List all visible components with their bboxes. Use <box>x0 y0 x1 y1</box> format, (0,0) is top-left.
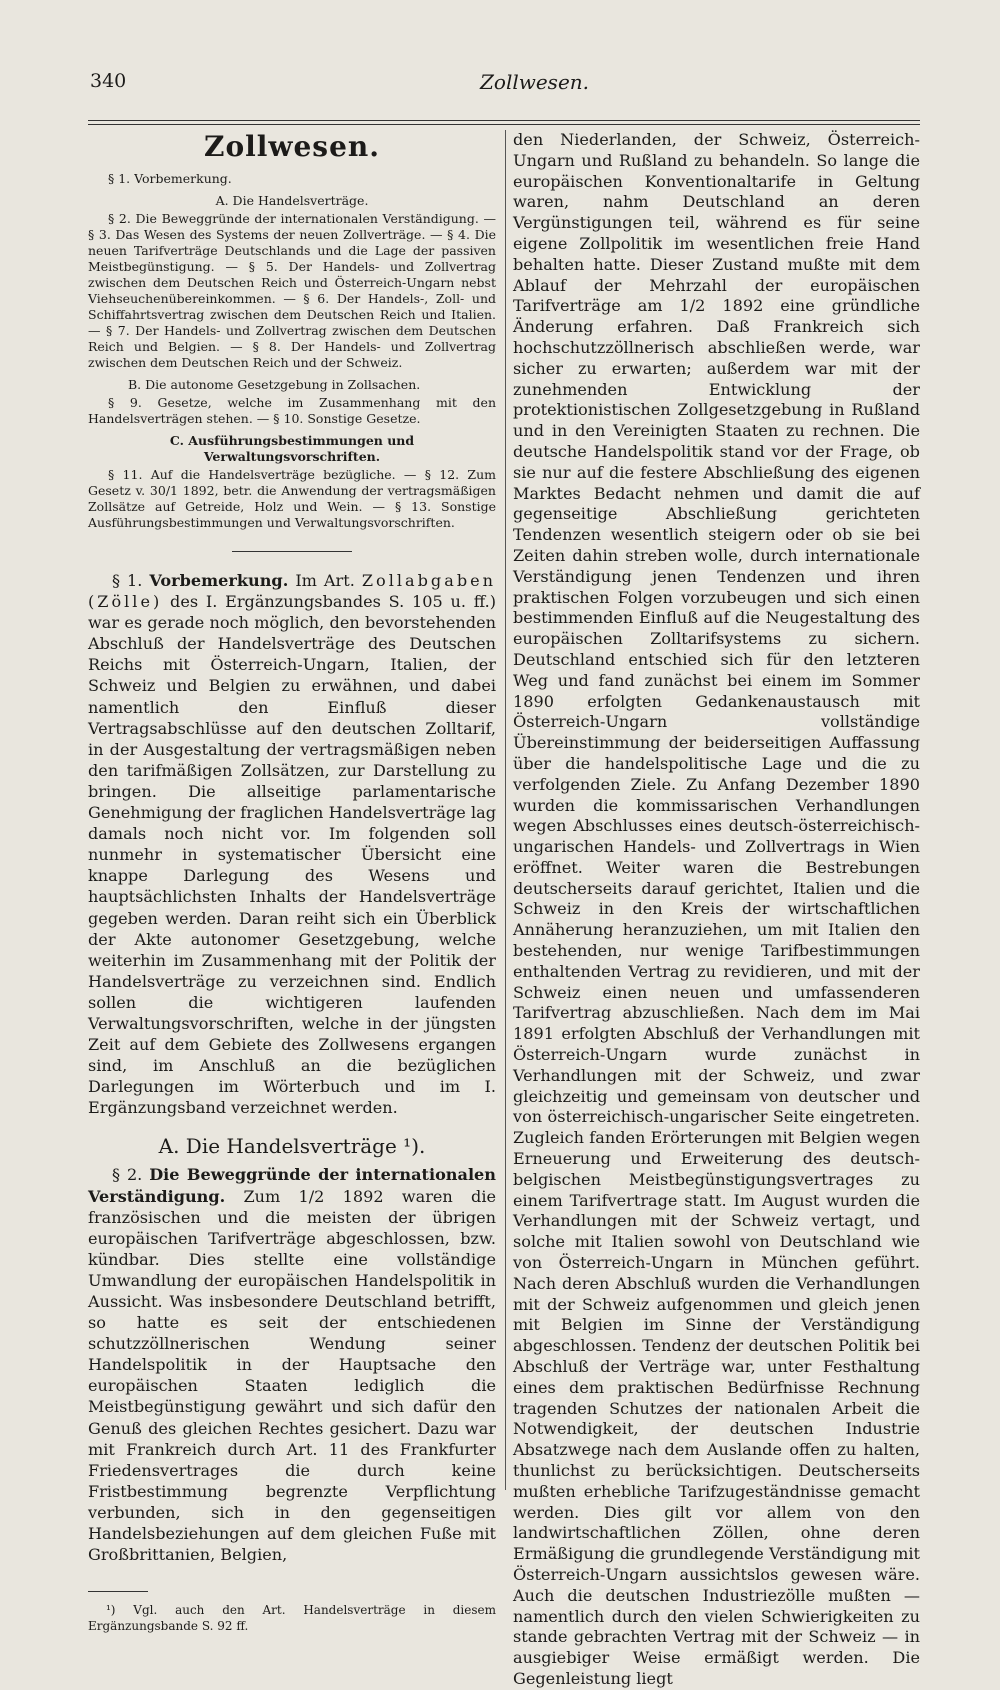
toc-s1: § 1. Vorbemerkung. <box>108 171 232 186</box>
right-column-body <box>513 130 920 1690</box>
left-column <box>88 130 496 1634</box>
right-column <box>513 130 920 1690</box>
footnote <box>88 1602 496 1634</box>
toc-section-c: C. Ausführungsbestimmungen und Verwaltungsvorschriften. <box>169 433 415 464</box>
section-1-keyword: Zollabgaben (Zölle) <box>88 571 497 612</box>
section-2 <box>88 1164 496 1565</box>
section-2-heading: Die Beweggründe der internationalen Verständigung. <box>88 1165 496 1206</box>
toc-a-items: § 2. Die Beweggründe der internationalen Verständigung. — § 3. Das Wesen des Systems der neuen Zollverträge. — § 4. Die neuen Tarifverträge Deutschlands und die Lage der passiven Meistbegünstigung. — § 5. Der Handels- und Zollvertrag zwischen dem Deutschen Reich und Österreich-Ungarn nebst Viehseuchenübereinkommen. — § 6. Der Handels-, Zoll- und Schiffahrtsvertrag zwischen dem Deutschen Reich und Italien. — § 7. Der Handels- und Zollvertrag zwischen dem Deutschen Reich und Belgien. — § 8. Der Handels- und Zollvertrag zwischen dem Deutschen Reich und der Schweiz. <box>88 211 496 370</box>
section-1-text: des I. Ergänzungsbandes S. 105 u. ff.) war es gerade noch möglich, den bevorstehenden Abschluß der Handelsverträge des Deutschen Reichs mit Österreich-Ungarn, Italien, der Schweiz und Belgien zu erwähnen, und dabei namentlich den Einfluß dieser Vertragsabschlüsse auf den deutschen Zolltarif, in der Ausgestaltung der vertragsmäßigen neben den tarifmäßigen Zollsätzen, zur Darstellung zu bringen. Die allseitige parlamentarische Genehmigung der fraglichen Handelsverträge lag damals noch nicht vor. Im folgenden soll nunmehr in systematischer Übersicht eine knappe Darlegung des Wesens und hauptsächlichsten Inhalts der Handelsverträge gegeben werden. Daran reiht sich ein Überblick der Akte autonomer Gesetzgebung, welche weiterhin im Zusammenhang mit der Politik der Handelsverträge zu verzeichnen sind. Endlich sollen die wichtigeren laufenden Verwaltungsvorschriften, welche in der jüngsten Zeit auf dem Gebiete des Zollwesens ergangen sind, im Anschluß an die bezüglichen Darlegungen im Wörterbuch und im I. Ergänzungsband verzeichnet werden. <box>88 592 496 1118</box>
footnote-rule <box>88 1591 148 1592</box>
section-1-heading: Vorbemerkung. <box>149 571 289 590</box>
running-title: Zollwesen. <box>480 70 590 94</box>
toc-b-items: § 9. Gesetze, welche im Zusammenhang mit den Handelsverträgen stehen. — § 10. Sonstige Gesetze. <box>88 395 496 426</box>
section-2-text: Zum 1/2 1892 waren die französischen und die meisten der übrigen europäischen Tarifverträge abgeschlossen, bzw. kündbar. Dies stellte eine vollständige Umwandlung der europäischen Handelspolitik in Aussicht. Was insbesondere Deutschland betrifft, so hatte es seit der entschiedenen schutzzöllnerischen Wendung seiner Handelspolitik in der Hauptsache den europäischen Staaten lediglich die Meistbegünstigung gewährt und sich dafür den Genuß des gleichen Rechtes gesichert. Dazu war mit Frankreich durch Art. 11 des Frankfurter Friedensvertrages die durch keine Fristbestimmung begrenzte Verpflichtung verbunden, sich in den gegenseitigen Handelsbeziehungen auf dem gleichen Fuße mit Großbrittanien, Belgien, <box>88 1186 496 1565</box>
footnote-text: ¹) Vgl. auch den Art. Handelsverträge in diesem Ergänzungsbande S. 92 ff. <box>88 1603 496 1634</box>
section-1-pre: Im Art. <box>295 571 355 590</box>
section-separator <box>232 551 352 552</box>
section-2-number: § 2. <box>112 1165 143 1185</box>
section-2-paragraph <box>88 1164 496 1565</box>
toc-c-items: § 11. Auf die Handelsverträge bezügliche. — § 12. Zum Gesetz v. 30/1 1892, betr. die Anwendung der vertragsmäßigen Zollsätze auf Getreide, Holz und Wein. — § 13. Sonstige Ausführungsbestimmungen und Verwaltungsvorschriften. <box>88 467 496 530</box>
section-1-number: § 1. <box>112 571 143 590</box>
table-of-contents <box>88 171 496 531</box>
toc-section-a: A. Die Handelsverträge. <box>215 193 369 208</box>
page-number: 340 <box>90 70 127 92</box>
header-rule-2 <box>88 124 920 125</box>
page-header <box>90 68 918 102</box>
column-divider <box>505 130 506 1490</box>
header-rule <box>88 120 920 121</box>
right-column-text: den Niederlanden, der Schweiz, Österreich-Ungarn und Rußland zu behandeln. So lange die europäischen Konventionaltarife in Geltung waren, nahm Deutschland an deren Vergünstigungen teil, während es für seine eigene Zollpolitik im wesentlichen freie Hand behalten hatte. Dieser Zustand mußte mit dem Ablauf der Mehrzahl der europäischen Tarifverträge am 1/2 1892 eine gründliche Änderung erfahren. Daß Frankreich sich hochschutzzöllnerisch abschließen werde, war sicher zu erwarten; außerdem war mit der zunehmenden Entwicklung der protektionistischen Zollgesetzgebung in Rußland und in den Vereinigten Staaten zu rechnen. Die deutsche Handelspolitik stand vor der Frage, ob sie nur auf die festere Abschließung des eigenen Marktes Bedacht nehmen und damit die auf gegenseitige Abschließung gerichteten Tendenzen wesentlich steigern oder ob sie bei Zeiten dahin streben wolle, durch internationale Verständigung jenen Tendenzen und ihren praktischen Folgen vorzubeugen und sich einen bestimmenden Einfluß auf die Neugestaltung des europäischen Zolltarifsystems zu sichern. Deutschland entschied sich für den letzteren Weg und fand zunächst bei einem im Sommer 1890 erfolgten Gedankenaustausch mit Österreich-Ungarn vollständige Übereinstimmung der beiderseitigen Auffassung über die handelspolitische Lage und die zu verfolgenden Ziele. Zu Anfang Dezember 1890 wurden die kommissarischen Verhandlungen wegen Abschlusses eines deutsch-österreichisch-ungarischen Handels- und Zollvertrags in Wien eröffnet. Weiter waren die Bestrebungen deutscherseits darauf gerichtet, Italien und die Schweiz in den Kreis der wirtschaftlichen Annäherung heranzuziehen, um mit Italien den bestehenden, nur wenige Tarifbestimmungen enthaltenden Vertrag zu revidieren, und mit der Schweiz einen neuen und umfassenderen Tarifvertrag abzuschließen. Nach dem im Mai 1891 erfolgten Abschluß der Verhandlungen mit Österreich-Ungarn wurde zunächst in Verhandlungen mit der Schweiz, und zwar gleichzeitig und gemeinsam von deutscher und von österreichisch-ungarischer Seite eingetreten. Zugleich fanden Erörterungen mit Belgien wegen Erneuerung und Erweiterung des deutsch-belgischen Meistbegünstigungsvertrages zu einem Tarifvertrage statt. Im August wurden die Verhandlungen mit der Schweiz vertagt, und solche mit Italien sowohl von Deutschland wie von Österreich-Ungarn in München geführt. Nach deren Abschluß wurden die Verhandlungen mit der Schweiz aufgenommen und gleich jenen mit Belgien im Sinne der Verständigung abgeschlossen. Tendenz der deutschen Politik bei Abschluß der Verträge war, unter Festhaltung eines dem praktischen Bedürfnisse Rechnung tragenden Schutzes der nationalen Arbeit die Notwendigkeit, der deutschen Industrie Absatzwege nach dem Auslande offen zu halten, thunlichst zu berücksichtigen. Deutscherseits mußten erhebliche Tarifzugeständnisse gemacht werden. Dies gilt vor allem von den landwirtschaftlichen Zöllen, ohne deren Ermäßigung die grundlegende Verständigung mit Österreich-Ungarn aussichtslos gewesen wäre. Auch die deutschen Industriezölle mußten — namentlich durch den vielen Schwierigkeiten zu stande gebrachten Vertrag mit der Schweiz — in ausgiebiger Weise ermäßigt werden. Die Gegenleistung liegt <box>513 130 920 1688</box>
toc-section-b: B. Die autonome Gesetzgebung in Zollsachen. <box>128 377 421 392</box>
section-a-heading: A. Die Handelsverträge ¹). <box>158 1134 426 1159</box>
article-title: Zollwesen. <box>204 130 380 163</box>
section-1 <box>88 570 496 1118</box>
section-1-paragraph <box>88 570 496 1118</box>
